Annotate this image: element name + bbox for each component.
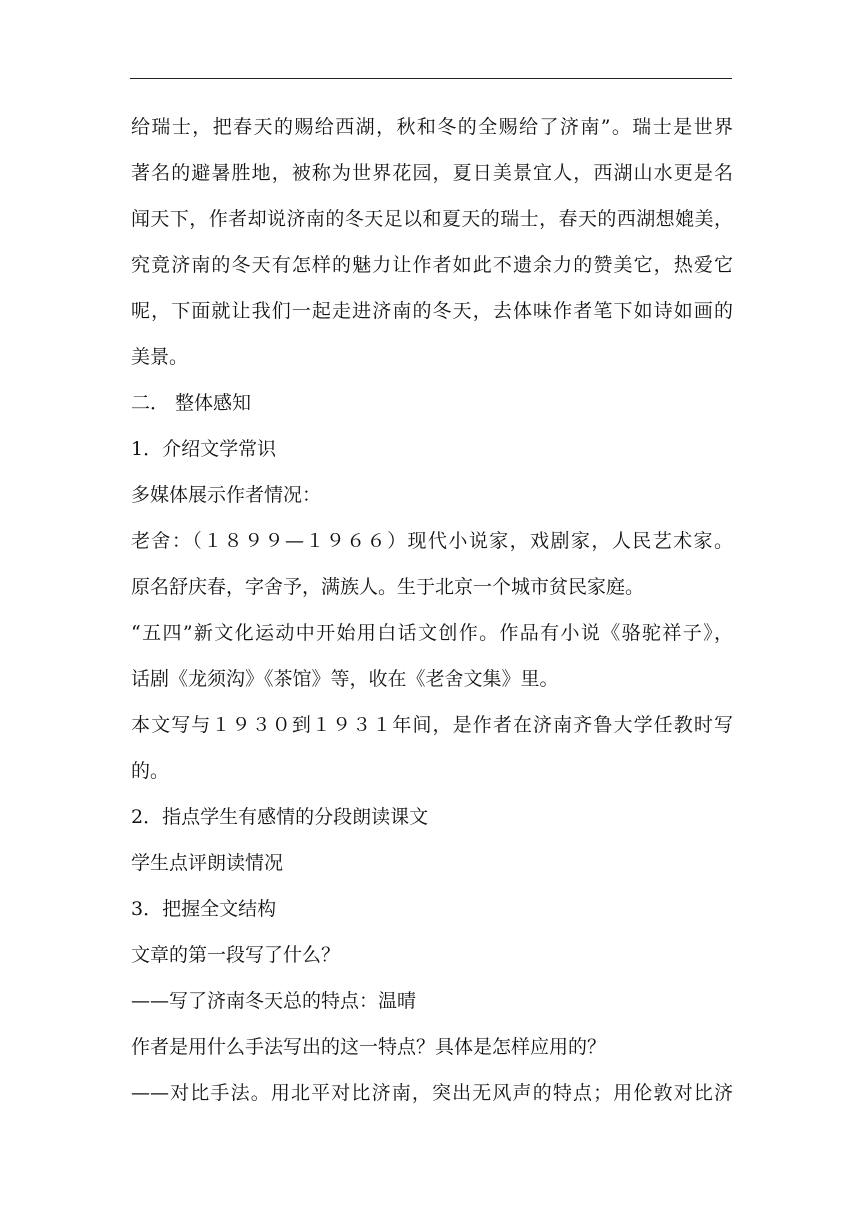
text-line: ——写了济南冬天总的特点：温晴	[131, 990, 417, 1012]
text-line: 话剧《龙须沟》《茶馆》等，收在《老舍文集》里。	[131, 668, 559, 690]
text-line: 3．把握全文结构	[131, 898, 277, 920]
text-line: 的。	[131, 760, 170, 782]
text-line: 给瑞士，把春天的赐给西湖，秋和冬的全赐给了济南”。瑞士是世界	[131, 116, 733, 138]
text-line: 作者是用什么手法写出的这一特点？具体是怎样应用的？	[131, 1036, 607, 1058]
text-line: “五四”新文化运动中开始用白话文创作。作品有小说《骆驼祥子》，	[131, 622, 733, 644]
text-line: 学生点评朗读情况	[131, 852, 284, 874]
text-line: 闻天下，作者却说济南的冬天足以和夏天的瑞士，春天的西湖想媲美，	[131, 208, 733, 230]
document-body	[131, 104, 733, 1116]
text-line: 究竟济南的冬天有怎样的魅力让作者如此不遗余力的赞美它，热爱它	[131, 254, 733, 276]
text-line: 老舍：（１８９９—１９６６）现代小说家，戏剧家，人民艺术家。	[131, 530, 733, 552]
text-line: 二． 整体感知	[131, 392, 252, 414]
text-line: 著名的避暑胜地，被称为世界花园，夏日美景宜人，西湖山水更是名	[131, 162, 733, 184]
text-line: 文章的第一段写了什么？	[131, 944, 341, 966]
text-line: 2．指点学生有感情的分段朗读课文	[131, 806, 429, 828]
header-rule	[130, 78, 732, 79]
text-line: 美景。	[131, 346, 189, 368]
text-line: 原名舒庆春，字舍予，满族人。生于北京一个城市贫民家庭。	[131, 576, 645, 598]
text-line: 呢，下面就让我们一起走进济南的冬天，去体味作者笔下如诗如画的	[131, 300, 733, 322]
text-line: 本文写与１９３０到１９３１年间，是作者在济南齐鲁大学任教时写	[131, 714, 733, 736]
text-line: ——对比手法。用北平对比济南，突出无风声的特点；用伦敦对比济	[131, 1082, 733, 1104]
text-line: 1．介绍文学常识	[131, 438, 277, 460]
text-line: 多媒体展示作者情况：	[131, 484, 322, 506]
